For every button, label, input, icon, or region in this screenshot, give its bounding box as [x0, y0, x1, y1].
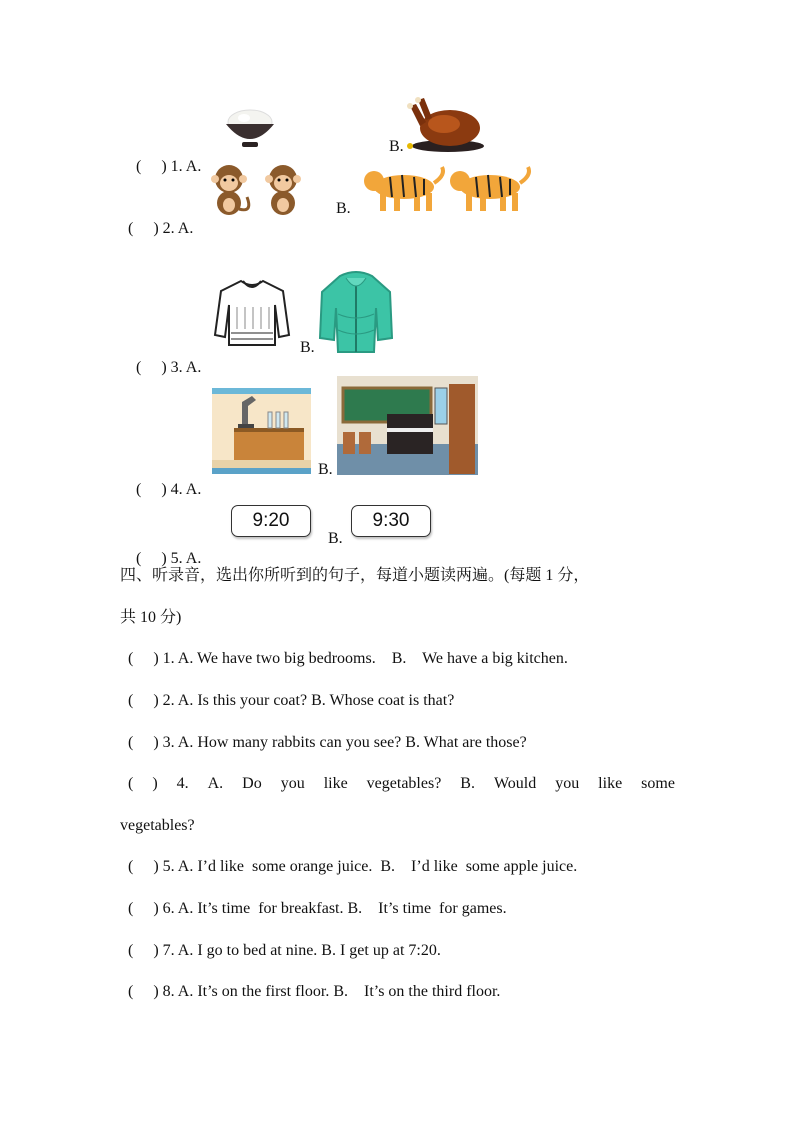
q3-b-label: B.: [300, 339, 315, 356]
q1-label: ( ) 1. A.: [136, 158, 202, 175]
sweater-icon: [213, 277, 291, 349]
q5-label: ( ) 5. A.: [136, 550, 202, 567]
sentence-4-line1: ( ) 4. A. Do you like vegetables? B. Would you like some: [128, 775, 675, 792]
sentence-5: ( ) 5. A. I’d like some orange juice. B. I’d like some apple juice.: [128, 858, 578, 875]
q2-label: ( ) 2. A.: [128, 220, 194, 237]
monkeys-icon: [203, 163, 313, 217]
clock-b: 9:30: [351, 505, 431, 537]
q5-b-label: B.: [328, 530, 343, 547]
section4-heading: 四、听录音，选出你所听到的句子，每道小题读两遍。(每题 1 分，: [120, 567, 590, 584]
q4-b-label: B.: [318, 461, 333, 478]
q4-label: ( ) 4. A.: [136, 481, 202, 498]
q1-b-label: B.: [389, 138, 404, 155]
sentence-1: ( ) 1. A. We have two big bedrooms. B. We have a big kitchen.: [128, 650, 568, 667]
sentence-8: ( ) 8. A. It’s on the first floor. B. It’s on the third floor.: [128, 983, 501, 1000]
section4-heading-cont: 共 10 分): [120, 609, 182, 626]
tigers-icon: [360, 163, 532, 215]
q3-label: ( ) 3. A.: [136, 359, 202, 376]
science-lab-icon: [212, 388, 311, 474]
coat-icon: [316, 268, 396, 354]
sentence-3: ( ) 3. A. How many rabbits can you see? B. What are those?: [128, 734, 527, 751]
sentence-6: ( ) 6. A. It’s time for breakfast. B. It’s time for games.: [128, 900, 507, 917]
q2-b-label: B.: [336, 200, 351, 217]
sentence-2: ( ) 2. A. Is this your coat? B. Whose coat is that?: [128, 692, 455, 709]
rice-bowl-icon: [222, 104, 278, 150]
sentence-7: ( ) 7. A. I go to bed at nine. B. I get up at 7:20.: [128, 942, 441, 959]
sentence-4-line2: vegetables?: [120, 817, 195, 834]
clock-a: 9:20: [231, 505, 311, 537]
music-room-icon: [337, 376, 478, 475]
roast-chicken-icon: [406, 96, 486, 154]
sentence-4: [120, 774, 675, 794]
